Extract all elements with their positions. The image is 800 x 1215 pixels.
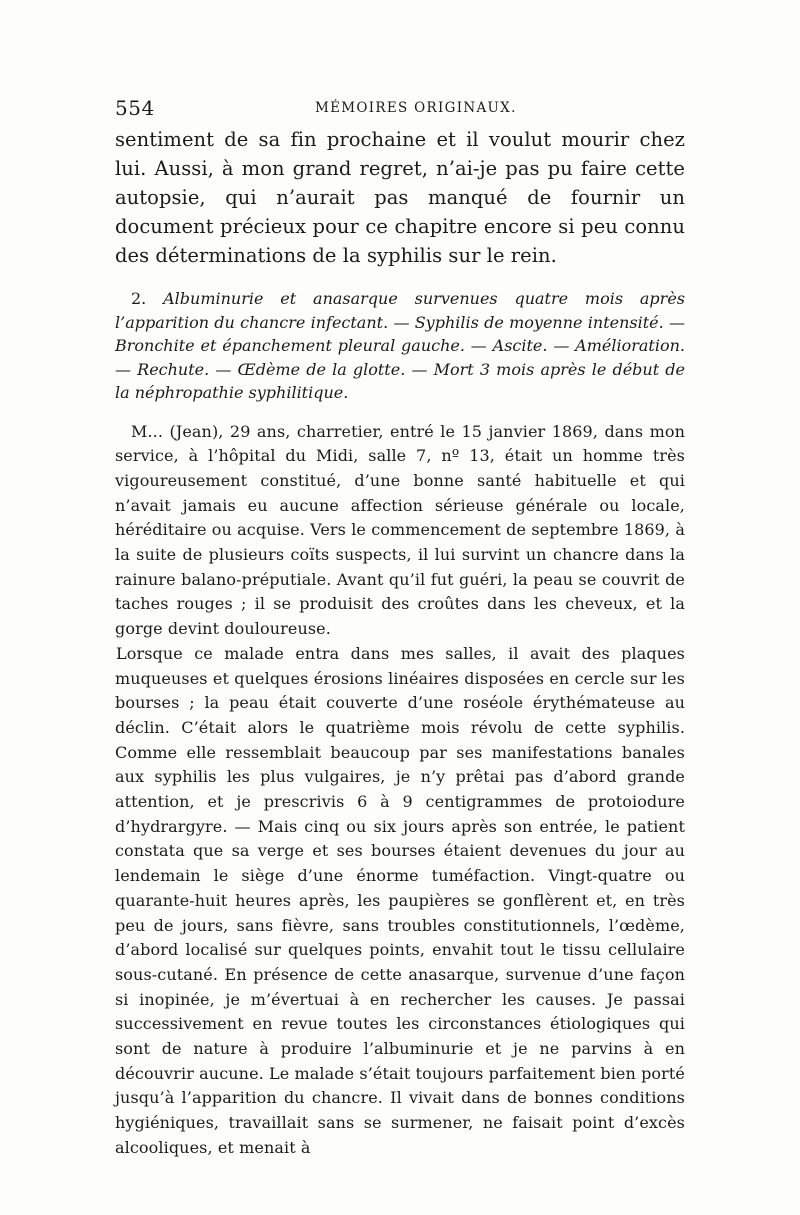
case-number: 2.	[131, 289, 147, 308]
running-title: MÉMOIRES ORIGINAUX.	[315, 100, 517, 116]
page-number: 554	[115, 96, 155, 120]
case-paragraph-2: Lorsque ce malade entra dans mes salles, il avait des plaques muqueuses et quelques érosions linéaires disposées en cercle sur les bourses ; la peau était couverte d’une roséole érythémateuse au déclin. C’était alors le quatrième mois révolu de cette syphilis. Comme elle ressemblait beaucoup par ses manifestations banales aux syphilis les plus vulgaires, je n’y prêtai pas d’abord grande attention, et je prescrivis 6 à 9 centigrammes de protoiodure d’hydrargyre. — Mais cinq ou six jours après son entrée, le patient constata que sa verge et ses bourses étaient devenues du jour au lendemain le siège d’une énorme tuméfaction. Vingt-quatre ou quarante-huit heures après, les paupières se gonflèrent et, en très peu de jours, sans fièvre, sans troubles constitutionnels, l’œdème, d’abord localisé sur quelques points, envahit tout le tissu cellulaire sous-cutané. En présence de cette anasarque, survenue d’une façon si inopinée, je m’évertuai à en rechercher les causes. Je passai successivement en revue toutes les circonstances étiologiques qui sont de nature à produire l’albuminurie et je ne parvins à en découvrir aucune. Le malade s’était toujours parfaitement bien porté jusqu’à l’apparition du chancre. Il vivait dans de bonnes conditions hygiéniques, travaillait sans se surmener, ne faisait point d’excès alcooliques, et menait à	[115, 643, 685, 1157]
case-paragraph-1: M... (Jean), 29 ans, charretier, entré le 15 janvier 1869, dans mon service, à l’hôpital du Midi, salle 7, nº 13, était un homme très vigoureusement constitué, d’une bonne santé habituelle et qui n’avait jamais eu aucune affection sérieuse générale ou locale, héréditaire ou acquise. Vers le commencement de septembre 1869, à la suite de plusieurs coïts suspects, il lui survint un chancre dans la rainure balano-préputiale. Avant qu’il fut guéri, la peau se couvrit de taches rouges ; il se produisit des croûtes dans les cheveux, et la gorge devint douloureuse.	[115, 421, 685, 639]
text-block	[115, 125, 685, 1161]
case-title: Albuminurie et anasarque survenues quatre mois après l’apparition du chancre infectant. — Syphilis de moyenne intensité. — Bronchite et épanchement pleural gauche. — Ascite. — Amélioration. — Rechute. — Œdème de la glotte. — Mort 3 mois après le début de la néphropathie syphilitique.	[115, 289, 685, 402]
case-heading	[115, 287, 685, 405]
running-head	[115, 96, 685, 120]
continuation-paragraph: sentiment de sa fin prochaine et il voulut mourir chez lui. Aussi, à mon grand regret, n’ai-je pas pu faire cette autopsie, qui n’aurait pas manqué de fournir un document précieux pour ce chapitre encore si peu connu des déterminations de la syphilis sur le rein.	[115, 128, 685, 267]
